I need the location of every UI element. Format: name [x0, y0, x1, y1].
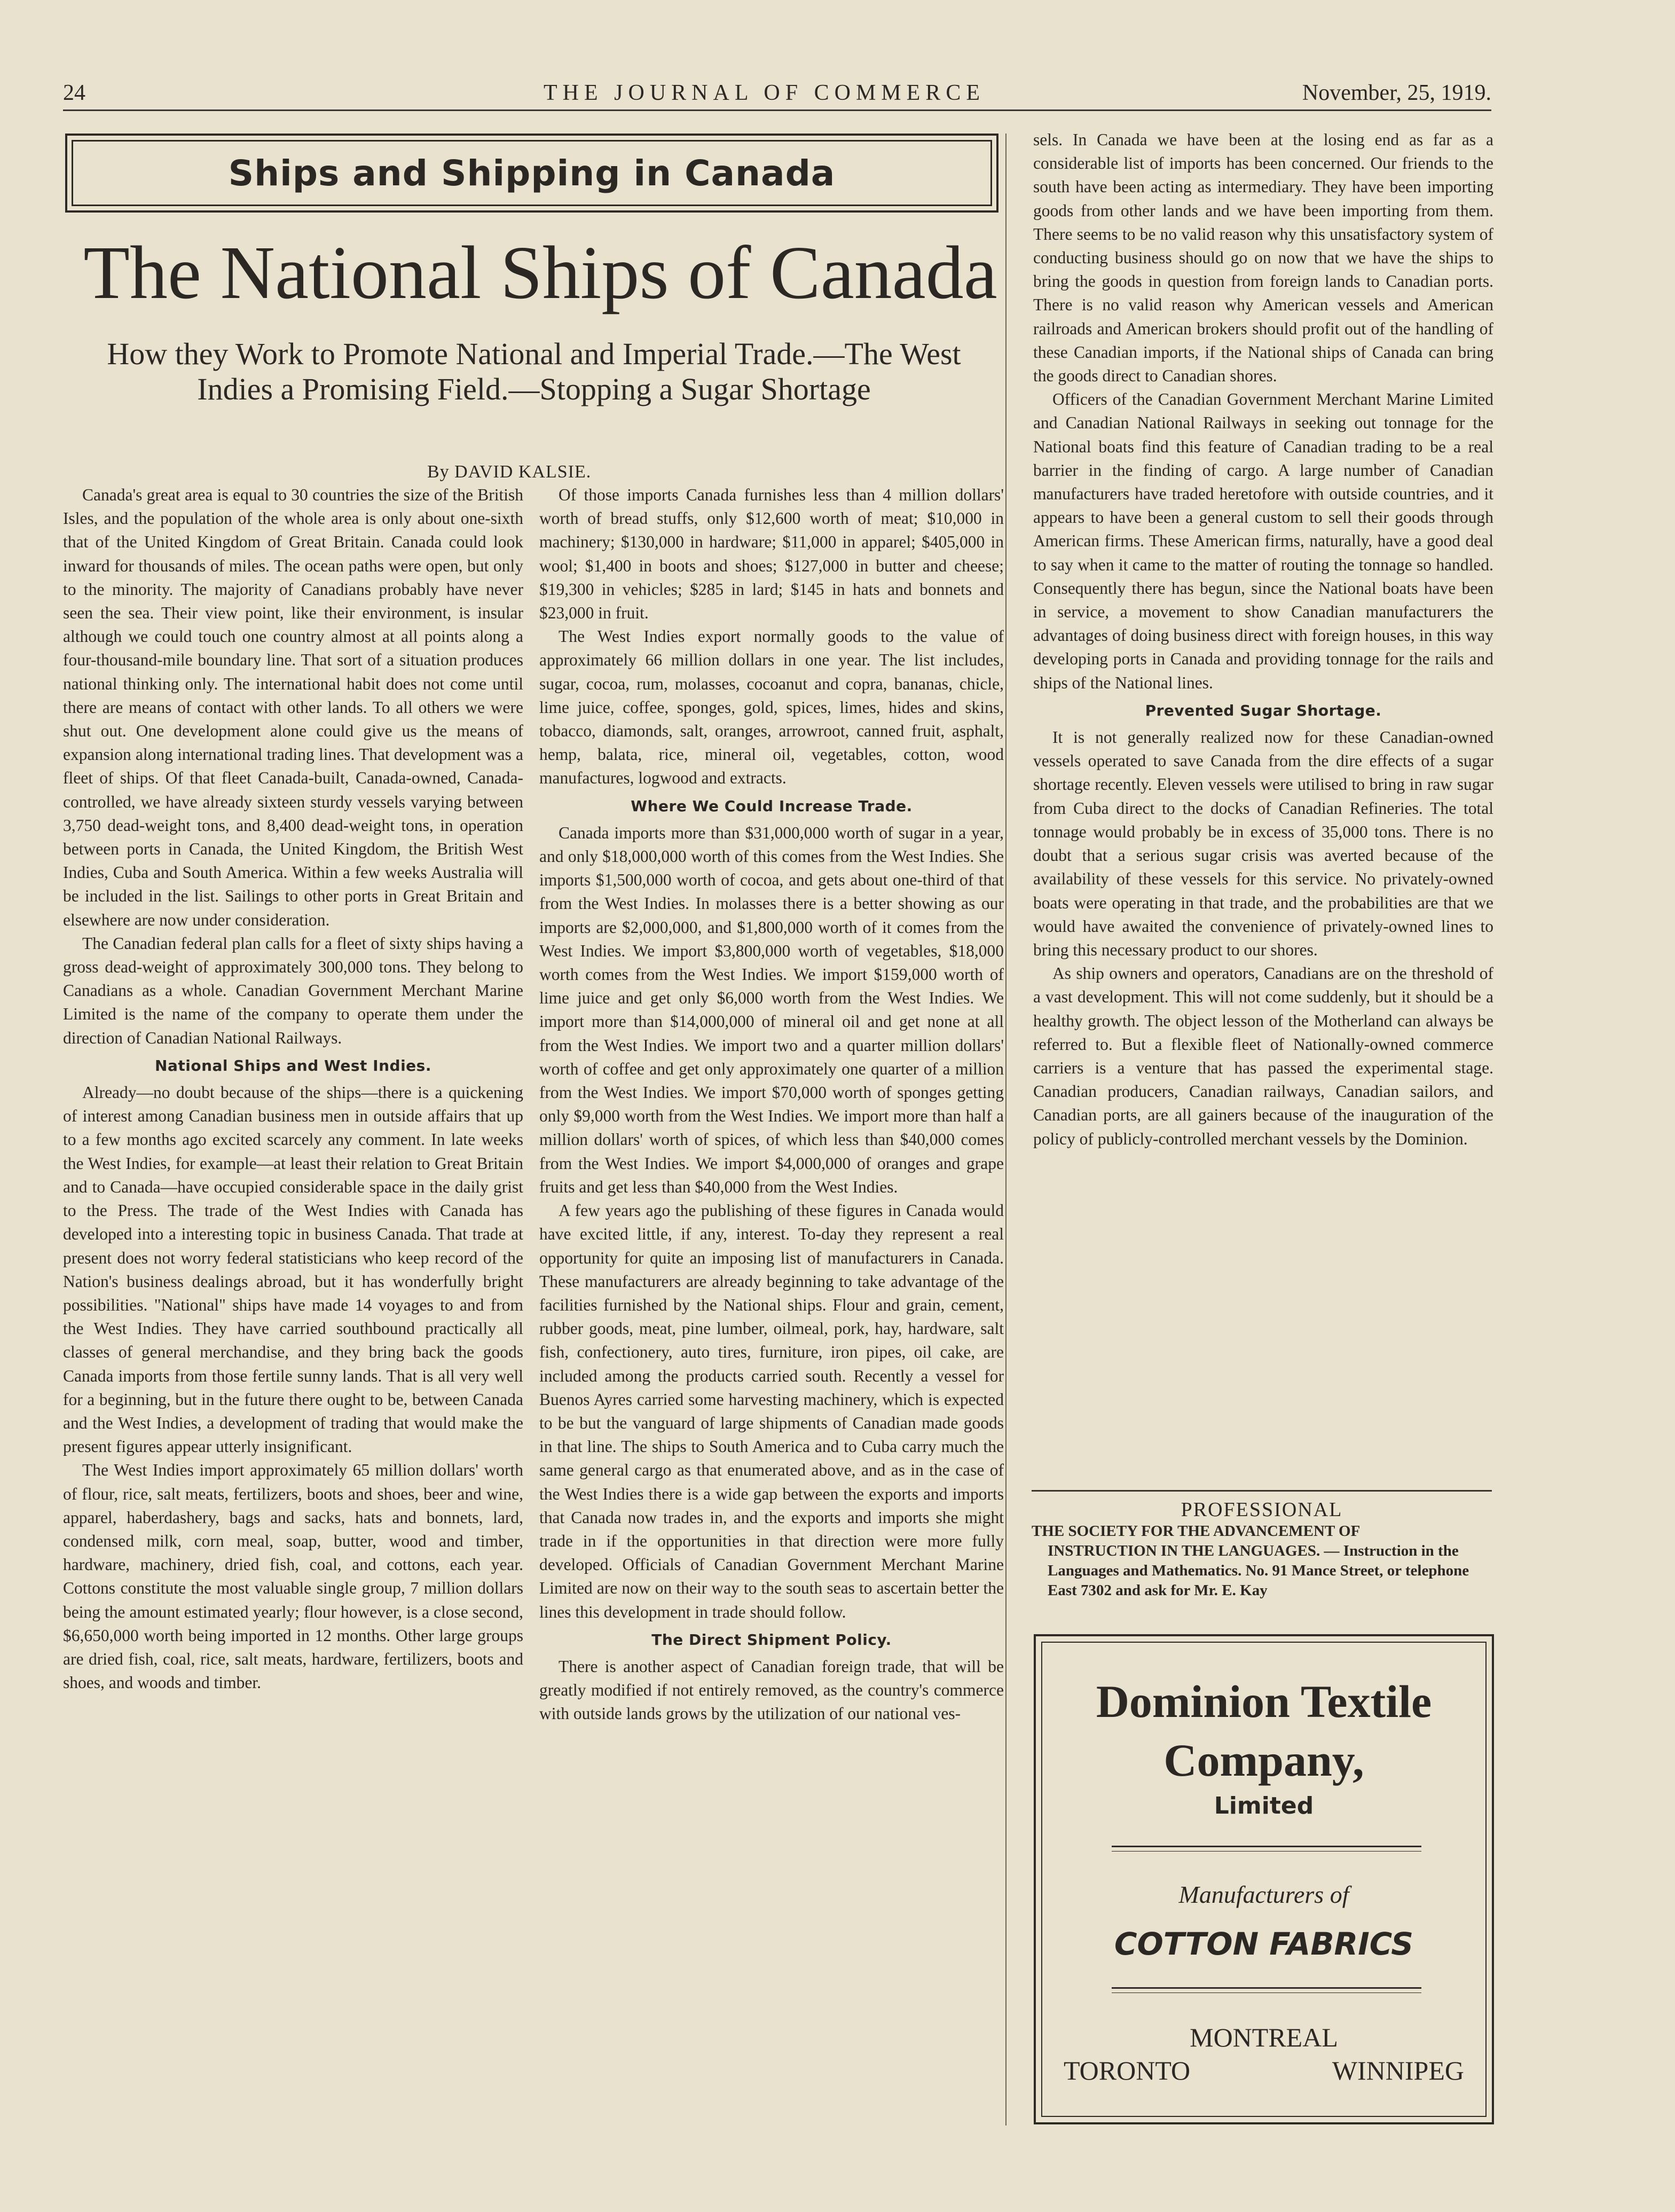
article-subtitle: How they Work to Promote National and Imperial Trade.—The West Indies a Promising Field.—Stopping a Sugar Shortage: [107, 336, 961, 406]
professional-rule: [1032, 1490, 1492, 1492]
page-number: 24: [63, 81, 85, 105]
article-byline: By DAVID KALSIE.: [427, 462, 592, 482]
subheading: Where We Could Increase Trade.: [631, 797, 913, 815]
professional-body: [1032, 1521, 1492, 1601]
professional-details: INSTRUCTION IN THE LANGUAGES. — Instruction in the Languages and Mathematics. No. 91 Mance Street, or telephone East 7302 and ask for Mr. E. Kay: [1048, 1542, 1469, 1599]
paragraph: The West Indies export normally goods to the value of approximately 66 million dollars in one year. The list includes, sugar, cocoa, rum, molasses, cocoanut and copra, bananas, chicle, lime juice, coffee, sponges, gold, spices, limes, hides and skins, tobacco, diamonds, salt, oranges, arrowroot, canned fruit, asphalt, hemp, balata, rice, mineral oil, vegetables, cotton, wood manufactures, logwood and extracts.: [539, 627, 1004, 788]
section-title: Ships and Shipping in Canada: [228, 152, 836, 194]
subheading: Prevented Sugar Shortage.: [1145, 701, 1382, 719]
company-limited: Limited: [1214, 1792, 1314, 1819]
divider-rule: [1112, 1987, 1421, 1989]
company-name-line-1: Dominion Textile: [1096, 1676, 1432, 1727]
paragraph: As ship owners and operators, Canadians are on the threshold of a vast development. This will not come suddenly, but it should be a healthy growth. The object lesson of the Motherland can always be referred to. But a flexible fleet of Nationally-owned commerce carriers is a venture that has passed the experimental stage. Canadian producers, Canadian railways, Canadian sailors, and Canadian ports, are all gainers because of the inauguration of the policy of publicly-controlled merchant vessels by the Dominion.: [1033, 964, 1493, 1148]
section-banner-inner: [72, 140, 992, 206]
subheading: National Ships and West Indies.: [155, 1056, 431, 1074]
divider-rule: [1112, 1846, 1421, 1847]
paragraph: Officers of the Canadian Government Merchant Marine Limited and Canadian National Railways in seeking out tonnage for the National boats find this feature of Canadian trading to be a real barrier in the finding of cargo. A large number of Canadian manufacturers have traded heretofore with outside countries, and it appears to have been a general custom to sell their goods through American firms. These American firms, naturally, have a good deal to say when it came to the matter of routing the tonnage so handled. Consequently there has begun, since the National boats have been in service, a movement to show Canadian manufacturers the advantages of doing business direct with foreign houses, in this way developing ports in Canada and providing tonnage for the rails and ships of the National lines.: [1033, 390, 1493, 692]
professional-notice: [1032, 1498, 1492, 1601]
issue-date: November, 25, 1919.: [1302, 81, 1491, 105]
paragraph: Already—no doubt because of the ships—there is a quickening of interest among Canadian business men in outside affairs that up to a few months ago excited scarcely any comment. In late weeks the West Indies, for example—at least their relation to Great Britain and to Canada—have occupied considerable space in the daily grist to the Press. The trade of the West Indies with Canada has developed into a interesting topic in business Canada. That trade at present does not worry federal statisticians who keep record of the Nation's business dealings abroad, but it has wonderfully bright possibilities. "National" ships have made 14 voyages to and from the West Indies. They have carried southbound practically all classes of general merchandise, and they bring back the goods Canada imports from those fertile sunny lands. That is all very well for a beginning, but in the future there ought to be, between Canada and the West Indies, a development of trading that would make the present figures appear utterly insignificant.: [63, 1083, 523, 1456]
professional-heading: PROFESSIONAL: [1181, 1499, 1343, 1521]
page-header: [63, 80, 1491, 112]
manufacturers-of: Manufacturers of: [1178, 1881, 1349, 1908]
city-toronto: TORONTO: [1064, 2056, 1191, 2085]
paragraph: The West Indies import approximately 65 million dollars' worth of flour, rice, salt meats, fertilizers, boots and shoes, beer and wine, apparel, haberdashery, bags and sacks, hats and bonnets, lard, condensed milk, corn meal, soap, butter, wood and timber, hardware, machinery, dried fish, coal, and cottons, each year. Cottons constitute the most valuable single group, 7 million dollars being the amount estimated yearly; flour however, is a close second, $6,650,000 worth being imported in 12 months. Other large groups are dried fish, coal, rice, salt meats, hardware, fertilizers, boots and shoes, and woods and timber.: [63, 1461, 523, 1692]
column-3: [1033, 128, 1493, 1151]
article-title: The National Ships of Canada: [83, 230, 997, 315]
paragraph: The Canadian federal plan calls for a fleet of sixty ships having a gross dead-weight of approximately 300,000 tons. They belong to Canadians as a whole. Canadian Government Merchant Marine Limited is the name of the company to operate them under the direction of Canadian National Railways.: [63, 934, 523, 1047]
professional-first-line: THE SOCIETY FOR THE ADVANCEMENT OF: [1032, 1523, 1361, 1540]
section-banner: [65, 134, 998, 213]
paragraph: There is another aspect of Canadian foreign trade, that will be greatly modified if not entirely removed, as the country's commerce with outside lands grows by the utilization of our national ves-: [539, 1657, 1004, 1723]
header-rule: [63, 109, 1491, 111]
advertisement-inner-border: [1041, 1642, 1487, 2117]
company-name-line-2: Company,: [1163, 1735, 1364, 1786]
city-montreal: MONTREAL: [1190, 2022, 1338, 2052]
column-1: [63, 483, 523, 1695]
divider-rule: [1112, 1851, 1421, 1852]
column-2: [539, 483, 1004, 1726]
product-name: COTTON FABRICS: [1114, 1926, 1414, 1962]
city-winnipeg: WINNIPEG: [1332, 2056, 1464, 2085]
paragraph: Of those imports Canada furnishes less than 4 million dollars' worth of bread stuffs, only $12,600 worth of meat; $10,000 in machinery; $130,000 in hardware; $11,000 in apparel; $405,000 in wool; $1,400 in boots and shoes; $127,000 in butter and cheese; $19,300 in vehicles; $285 in lard; $145 in hats and bonnets and $23,000 in fruit.: [539, 485, 1004, 623]
subheading: The Direct Shipment Policy.: [651, 1630, 892, 1649]
paragraph: A few years ago the publishing of these figures in Canada would have excited little, if any, interest. To-day they represent a real opportunity for quite an imposing list of manufacturers in Canada. These manufacturers are already beginning to take advantage of the facilities furnished by the National ships. Flour and grain, cement, rubber goods, meat, pine lumber, oilmeal, pork, hay, hardware, salt fish, confectionery, auto tires, furniture, iron pipes, oil cake, are included among the products carried south. Recently a vessel for Buenos Ayres carried some harvesting machinery, which is expected to be but the vanguard of large shipments of Canadian made goods in that line. The ships to South America and to Cuba carry much the same general cargo as that enumerated above, and as in the case of the West Indies there is a wide gap between the exports and imports that Canada now trades in, and the exports and imports she might trade in if the opportunities in that direction were more fully developed. Officials of Canadian Government Merchant Marine Limited are now on their way to the south seas to ascertain better the lines this development in trade should follow.: [539, 1201, 1004, 1621]
dominion-textile-advertisement: [1034, 1634, 1494, 2124]
paragraph: Canada's great area is equal to 30 countries the size of the British Isles, and the population of the whole area is only about one-sixth that of the United Kingdom of Great Britain. Canada could look inward for thousands of miles. The ocean paths were open, but only to the minority. The majority of Canadians probably have never seen the sea. Their view point, like their environment, is insular although we could touch one country almost at all points along a four-thousand-mile boundary line. That sort of a situation produces national thinking only. The international habit does not come until there are means of contact with other lands. To all others we were shut out. One development alone could give us the means of expansion along international trading lines. That development was a fleet of ships. Of that fleet Canada-built, Canada-owned, Canada-controlled, we have already sixteen sturdy vessels varying between 3,750 dead-weight tons, and 8,400 dead-weight tons, in operation between ports in Canada, the United Kingdom, the British West Indies, Cuba and South America. Within a few weeks Australia will be included in the list. Sailings to other ports in Great Britain and elsewhere are now under consideration.: [63, 485, 523, 929]
paragraph: Canada imports more than $31,000,000 worth of sugar in a year, and only $18,000,000 worth of this comes from the West Indies. She imports $1,500,000 worth of cocoa, and gets about one-third of that from the West Indies. In molasses there is a better showing as our imports are $2,000,000, and $1,800,000 worth of it comes from the West Indies. We import $3,800,000 worth of vegetables, $18,000 worth comes from the West Indies. We import $159,000 worth of lime juice and get only $6,000 worth from the West Indies. We import more than $14,000,000 of mineral oil and get none at all from the West Indies. We import two and a quarter million dollars' worth of coffee and get only approximately one quarter of a million from the West Indies. We import $70,000 worth of sponges getting only $9,000 worth from the West Indies. We import more than half a million dollars' worth of spices, of which less than $40,000 comes from the West Indies. We import $4,000,000 of oranges and grape fruits and get less than $40,000 from the West Indies.: [539, 823, 1004, 1196]
journal-title: THE JOURNAL OF COMMERCE: [544, 81, 985, 105]
paragraph: sels. In Canada we have been at the losing end as far as a considerable list of imports has been concerned. Our friends to the south have been acting as intermediary. They have been importing goods from other lands and we have been importing from them. There seems to be no valid reason why this unsatisfactory system of conducting business should go on now that we have the ships to bring the goods in question from foreign lands to Canadian ports. There is no valid reason why American vessels and American railroads and American brokers should profit out of the handling of these Canadian imports, if the National ships of Canada can bring the goods direct to Canadian shores.: [1033, 130, 1493, 386]
paragraph: It is not generally realized now for these Canadian-owned vessels operated to save Canada from the dire effects of a sugar shortage recently. Eleven vessels were utilised to bring in raw sugar from Cuba direct to the docks of Canadian Refineries. The total tonnage would probably be in excess of 35,000 tons. There is no doubt that a serious sugar crisis was averted because of the availability of these vessels for this service. No privately-owned boats were operating in that trade, and the probabilities are that we would have awaited the convenience of privately-owned lines to bring this necessary product to our shores.: [1033, 728, 1493, 959]
column-divider: [1005, 134, 1006, 2125]
